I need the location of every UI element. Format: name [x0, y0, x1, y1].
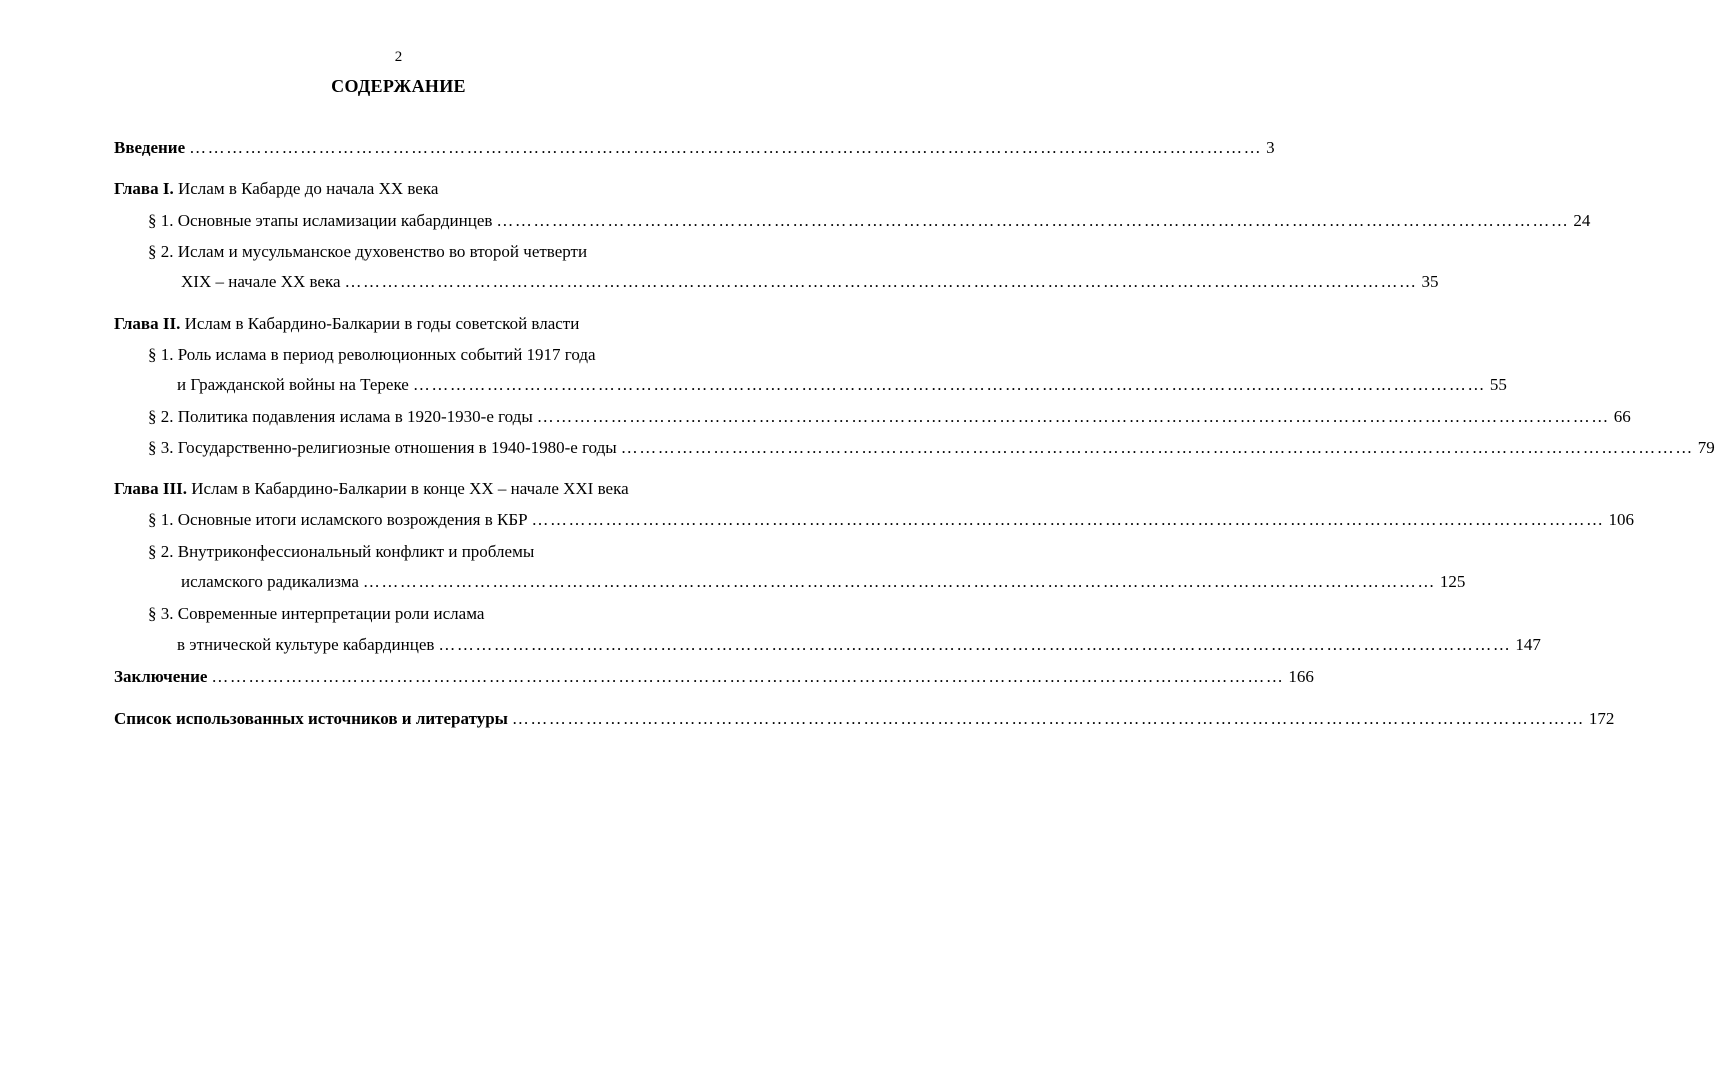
dot-leader: …………………………………………………………………………………………………………………………………………………………: [438, 635, 1512, 654]
dot-leader: …………………………………………………………………………………………………………………………………………………………: [211, 667, 1285, 686]
dot-leader: …………………………………………………………………………………………………………………………………………………………: [620, 438, 1694, 457]
toc-entry-ch2-section-2[interactable]: [148, 405, 1631, 429]
toc-page-number: 35: [1421, 272, 1439, 291]
chapter-label: Глава I.: [114, 179, 174, 198]
toc-entry-label: Введение: [114, 138, 186, 157]
toc-page-number: 79: [1697, 438, 1715, 457]
toc-page-number: 66: [1613, 407, 1631, 426]
chapter-label: Глава III.: [114, 479, 187, 498]
toc-entry-ch3-section-1[interactable]: [148, 508, 1635, 532]
toc-page-number: 24: [1573, 211, 1591, 230]
dot-leader: …………………………………………………………………………………………………………………………………………………………: [496, 211, 1570, 230]
toc-entry-introduction[interactable]: [114, 136, 1275, 160]
dot-leader: …………………………………………………………………………………………………………………………………………………………: [511, 709, 1585, 728]
toc-page-number: 55: [1489, 375, 1507, 394]
toc-entry-ch2-section-3[interactable]: [148, 436, 1715, 460]
toc-page-number: 172: [1588, 709, 1615, 728]
toc-entry-label: § 2. Политика подавления ислама в 1920-1930-е годы: [148, 407, 533, 426]
toc-entry-ch1-section-2-line1[interactable]: § 2. Ислам и мусульманское духовенство во второй четверти: [148, 242, 588, 261]
toc-entry-conclusion[interactable]: [114, 665, 1314, 689]
chapter-title: Ислам в Кабардино-Балкарии в годы советской власти: [184, 314, 580, 333]
toc-entry-ch3-section-3-line1[interactable]: § 3. Современные интерпретации роли ислама: [148, 604, 485, 623]
chapter-title: Ислам в Кабарде до начала XX века: [177, 179, 439, 198]
toc-entry-label: § 1. Основные этапы исламизации кабардинцев: [148, 211, 493, 230]
toc-entry-ch2-section-1-line1[interactable]: § 1. Роль ислама в период революционных событий 1917 года: [148, 345, 596, 364]
chapter-title: Ислам в Кабардино-Балкарии в конце XX – начале XXI века: [191, 479, 629, 498]
toc-entry-ch1-section-2[interactable]: [181, 270, 1439, 294]
toc-entry-label: Список использованных источников и литературы: [114, 709, 508, 728]
dot-leader: …………………………………………………………………………………………………………………………………………………………: [531, 510, 1605, 529]
toc-entry-ch2-section-1[interactable]: [177, 373, 1507, 397]
toc-entry-label: исламского радикализма: [181, 572, 359, 591]
toc-page-number: 106: [1608, 510, 1635, 529]
toc-entry-label: XIX – начале XX века: [181, 272, 341, 291]
toc-entry-label: § 3. Государственно-религиозные отношения в 1940-1980-е годы: [148, 438, 617, 457]
toc-chapter-2[interactable]: [114, 312, 579, 336]
toc-entry-ch3-section-2[interactable]: [181, 570, 1466, 594]
toc-entry-sources[interactable]: [114, 707, 1615, 731]
toc-page-number: 125: [1439, 572, 1466, 591]
dot-leader: …………………………………………………………………………………………………………………………………………………………: [344, 272, 1418, 291]
dot-leader: …………………………………………………………………………………………………………………………………………………………: [189, 138, 1263, 157]
toc-entry-ch3-section-2-line1[interactable]: § 2. Внутриконфессиональный конфликт и проблемы: [148, 542, 535, 561]
toc-entry-ch1-section-1[interactable]: [148, 209, 1591, 233]
dot-leader: …………………………………………………………………………………………………………………………………………………………: [362, 572, 1436, 591]
toc-entry-label: и Гражданской войны на Тереке: [177, 375, 409, 394]
chapter-label: Глава II.: [114, 314, 181, 333]
dot-leader: …………………………………………………………………………………………………………………………………………………………: [536, 407, 1610, 426]
toc-entry-label: в этнической культуре кабардинцев: [177, 635, 435, 654]
page-number: 2: [394, 49, 403, 65]
dot-leader: …………………………………………………………………………………………………………………………………………………………: [412, 375, 1486, 394]
toc-chapter-1[interactable]: [114, 177, 438, 201]
toc-entry-label: § 1. Основные итоги исламского возрождения в КБР: [148, 510, 528, 529]
page-title: СОДЕРЖАНИЕ: [331, 76, 466, 96]
toc-page-number: 166: [1288, 667, 1314, 686]
toc-page-number: 3: [1266, 138, 1275, 157]
toc-entry-ch3-section-3[interactable]: [177, 633, 1541, 657]
toc-chapter-3[interactable]: [114, 477, 629, 501]
toc-entry-label: Заключение: [114, 667, 208, 686]
toc-page-number: 147: [1515, 635, 1541, 654]
